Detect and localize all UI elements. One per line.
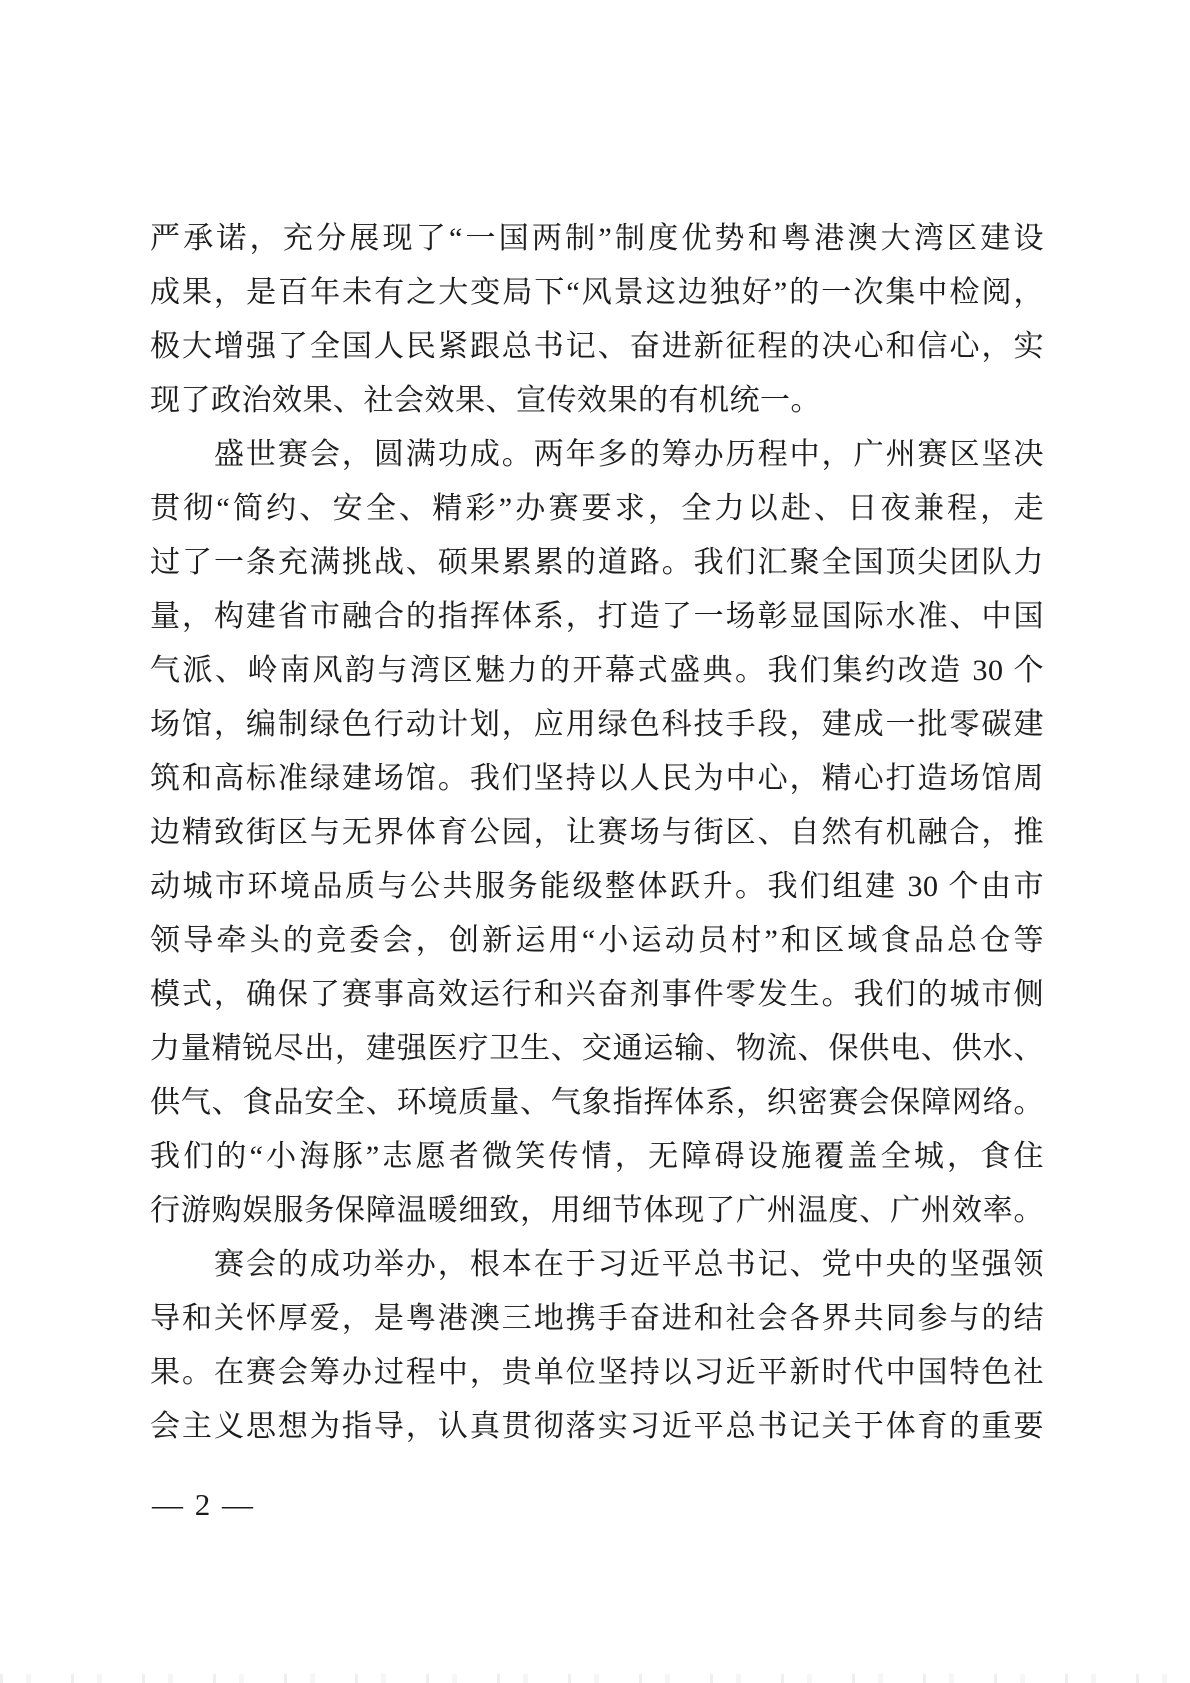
text-line: 边精致街区与无界体育公园，让赛场与街区、自然有机融合，推	[150, 816, 1044, 849]
scan-artifact	[0, 1674, 1190, 1683]
text-line: 场馆，编制绿色行动计划，应用绿色科技手段，建成一批零碳建	[150, 708, 1044, 741]
text-line: 供气、食品安全、环境质量、气象指挥体系，织密赛会保障网络。	[150, 1086, 1044, 1119]
text-line: 导和关怀厚爱，是粤港澳三地携手奋进和社会各界共同参与的结	[150, 1302, 1044, 1335]
text-line: 现了政治效果、社会效果、宣传效果的有机统一。	[150, 384, 821, 417]
text-line: 模式，确保了赛事高效运行和兴奋剂事件零发生。我们的城市侧	[150, 978, 1044, 1011]
text-line: 果。在赛会筹办过程中，贵单位坚持以习近平新时代中国特色社	[150, 1356, 1044, 1389]
text-line: 会主义思想为指导，认真贯彻落实习近平总书记关于体育的重要	[150, 1410, 1044, 1443]
text-line: 量，构建省市融合的指挥体系，打造了一场彰显国际水准、中国	[150, 600, 1044, 633]
text-line: 气派、岭南风韵与湾区魅力的开幕式盛典。我们集约改造 30 个	[150, 654, 1044, 687]
text-line: 筑和高标准绿建场馆。我们坚持以人民为中心，精心打造场馆周	[150, 762, 1044, 795]
text-line: 赛会的成功举办，根本在于习近平总书记、党中央的坚强领	[150, 1248, 1044, 1281]
text-line: 极大增强了全国人民紧跟总书记、奋进新征程的决心和信心，实	[150, 330, 1044, 363]
text-line: 严承诺，充分展现了“一国两制”制度优势和粤港澳大湾区建设	[150, 222, 1044, 255]
text-line: 行游购娱服务保障温暖细致，用细节体现了广州温度、广州效率。	[150, 1194, 1044, 1227]
text-line: 过了一条充满挑战、硕果累累的道路。我们汇聚全国顶尖团队力	[150, 546, 1044, 579]
text-line: 领导牵头的竞委会，创新运用“小运动员村”和区域食品总仓等	[150, 924, 1044, 957]
page-number: — 2 —	[152, 1487, 255, 1522]
text-line: 成果，是百年未有之大变局下“风景这边独好”的一次集中检阅，	[150, 276, 1044, 309]
document-body	[150, 212, 1044, 1454]
text-line: 贯彻“简约、安全、精彩”办赛要求，全力以赴、日夜兼程，走	[150, 492, 1044, 525]
text-line: 动城市环境品质与公共服务能级整体跃升。我们组建 30 个由市	[150, 870, 1044, 903]
text-line: 盛世赛会，圆满功成。两年多的筹办历程中，广州赛区坚决	[150, 438, 1044, 471]
text-line: 力量精锐尽出，建强医疗卫生、交通运输、物流、保供电、供水、	[150, 1032, 1044, 1065]
text-line: 我们的“小海豚”志愿者微笑传情，无障碍设施覆盖全城，食住	[150, 1140, 1044, 1173]
